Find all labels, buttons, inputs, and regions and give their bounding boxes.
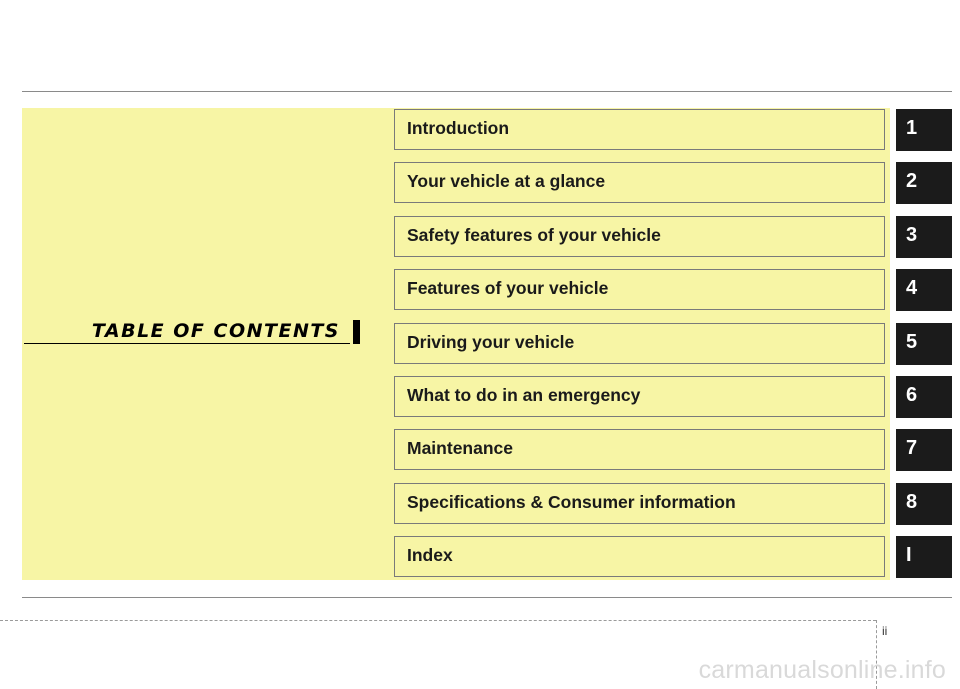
chapter-tab[interactable] (896, 483, 952, 525)
chapter-tab-number: 8 (906, 491, 918, 513)
chapter-tab[interactable] (896, 429, 952, 471)
page-number: ii (882, 624, 888, 638)
toc-entry-label: Index (407, 544, 453, 565)
toc-heading (24, 318, 364, 348)
toc-entry-label: Introduction (407, 117, 510, 138)
toc-heading-bar (353, 320, 360, 344)
toc-entry[interactable] (394, 483, 885, 524)
toc-entry-label: Your vehicle at a glance (407, 170, 606, 191)
toc-entry[interactable] (394, 323, 885, 364)
toc-entry[interactable] (394, 269, 885, 310)
toc-entry[interactable] (394, 162, 885, 203)
chapter-tab-number: 5 (906, 331, 918, 353)
chapter-tab-number: 4 (906, 277, 918, 299)
bottom-rule (22, 597, 952, 598)
footer-guide-horizontal (0, 620, 876, 621)
chapter-tab[interactable] (896, 269, 952, 311)
chapter-tab-number: 6 (906, 384, 918, 406)
watermark: carmanualsonline.info (698, 656, 946, 684)
toc-entry-label: Specifications & Consumer information (407, 491, 736, 512)
chapter-tab[interactable] (896, 536, 952, 578)
toc-entry[interactable] (394, 216, 885, 257)
chapter-tab-number: 1 (906, 117, 918, 139)
top-rule (22, 91, 952, 92)
toc-entry-label: Features of your vehicle (407, 277, 609, 298)
chapter-tab-number: 3 (906, 224, 918, 246)
toc-heading-underline (24, 343, 350, 344)
chapter-tab-number: 7 (906, 437, 918, 459)
chapter-tab[interactable] (896, 109, 952, 151)
page-title: TABLE OF CONTENTS (91, 320, 340, 342)
chapter-tab[interactable] (896, 216, 952, 258)
toc-entry[interactable] (394, 429, 885, 470)
toc-entry[interactable] (394, 536, 885, 577)
chapter-tab-number: 2 (906, 170, 918, 192)
toc-entry-label: What to do in an emergency (407, 384, 641, 405)
toc-entry[interactable] (394, 109, 885, 150)
toc-entry-label: Maintenance (407, 437, 513, 458)
toc-entry-label: Safety features of your vehicle (407, 224, 661, 245)
toc-entry[interactable] (394, 376, 885, 417)
chapter-tab[interactable] (896, 162, 952, 204)
chapter-tab[interactable] (896, 323, 952, 365)
toc-entry-label: Driving your vehicle (407, 331, 575, 352)
chapter-tab[interactable] (896, 376, 952, 418)
chapter-tab-number: I (906, 544, 912, 566)
